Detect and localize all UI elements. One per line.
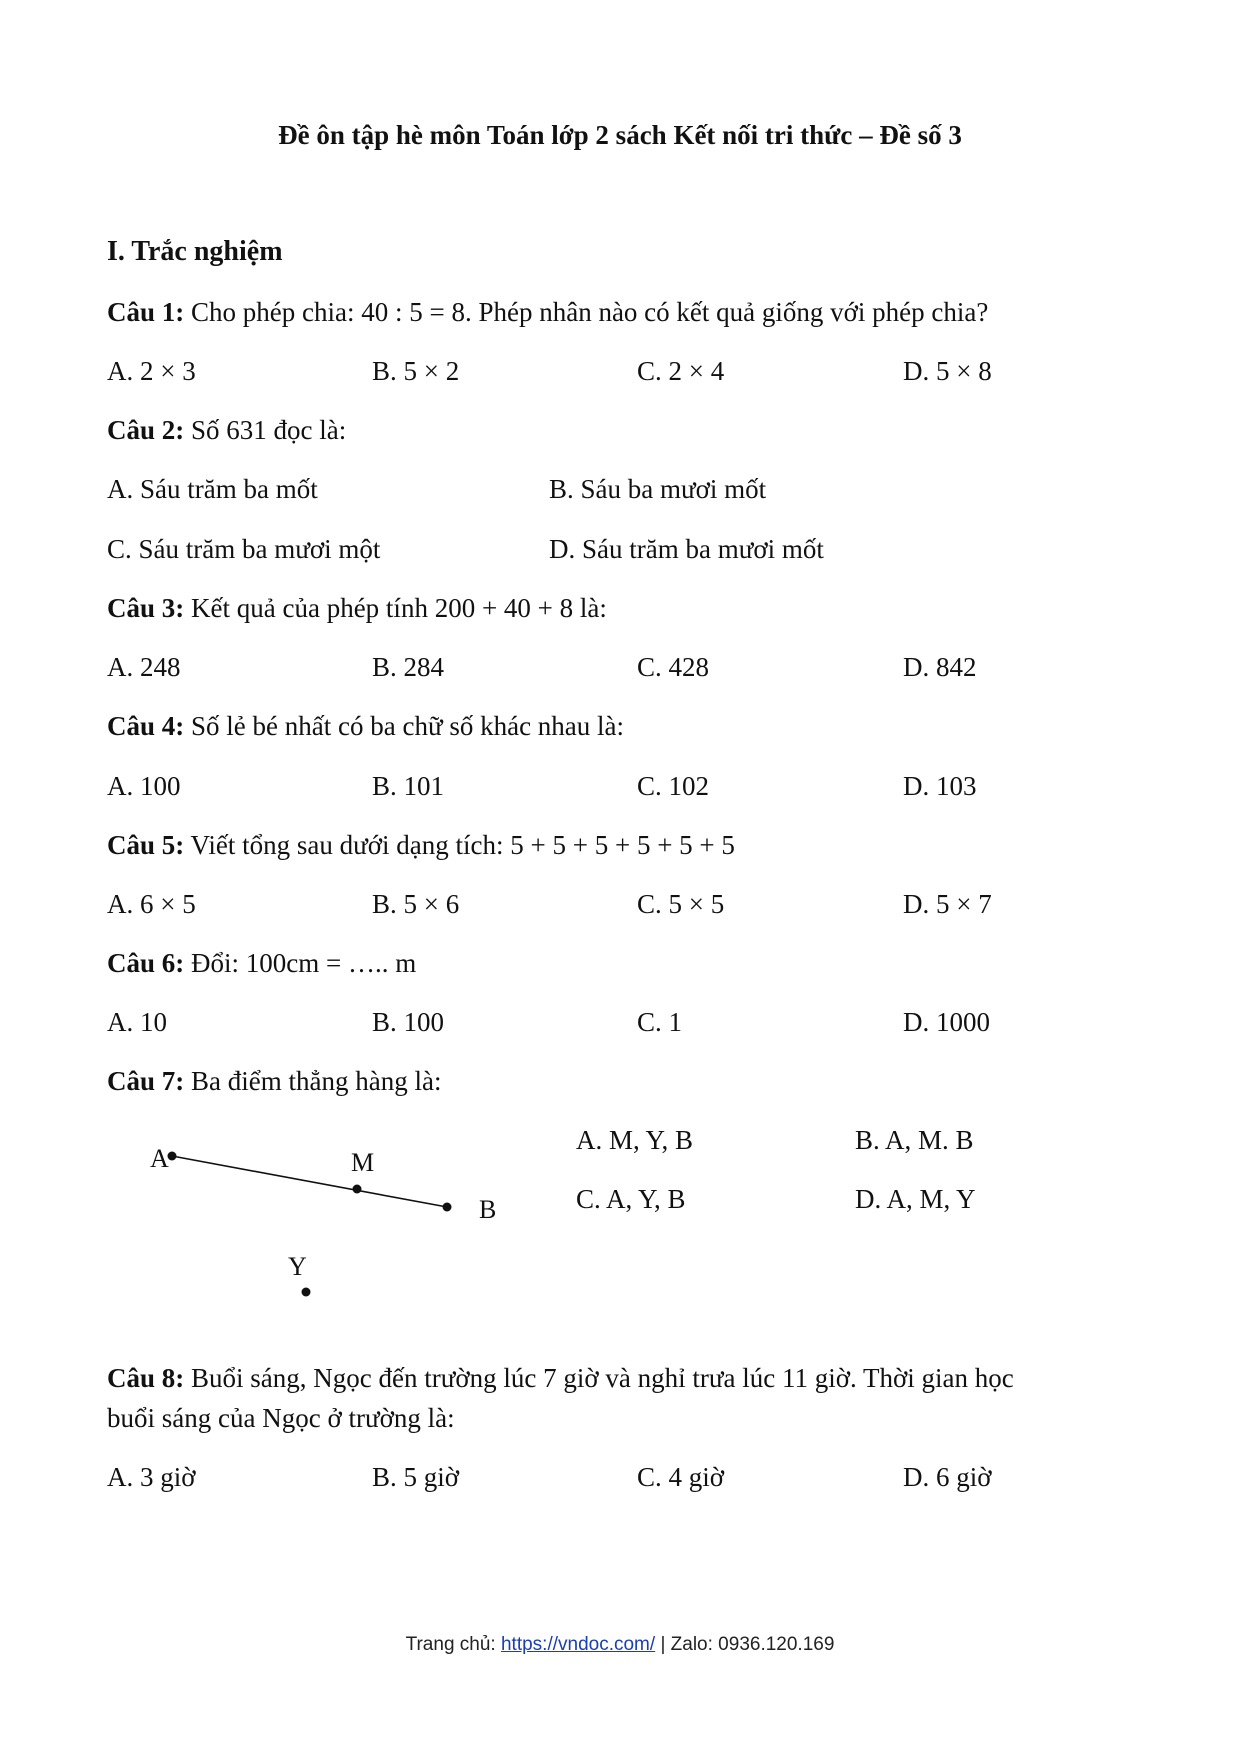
option-4b: B. 101 — [372, 771, 445, 801]
option-5d: D. 5 × 7 — [903, 889, 992, 919]
footer-suffix: | Zalo: 0936.120.169 — [655, 1634, 835, 1655]
segment-ab — [172, 1156, 447, 1207]
option-8b: B. 5 giờ — [372, 1462, 460, 1492]
question-5 — [107, 830, 735, 861]
point-m — [353, 1185, 362, 1194]
points-diagram — [140, 1140, 520, 1310]
option-5a: A. 6 × 5 — [107, 889, 196, 919]
option-1a: A. 2 × 3 — [107, 356, 196, 386]
option-4d: D. 103 — [903, 771, 977, 801]
option-5c: C. 5 × 5 — [637, 889, 725, 919]
option-6a: A. 10 — [107, 1007, 167, 1037]
option-4c: C. 102 — [637, 771, 710, 801]
option-3b: B. 284 — [372, 652, 445, 682]
label-b: B — [479, 1195, 497, 1224]
option-6d: D. 1000 — [903, 1007, 990, 1037]
point-a — [168, 1152, 177, 1161]
option-2d: D. Sáu trăm ba mươi mốt — [549, 534, 824, 564]
question-text: Số lẻ bé nhất có ba chữ số khác nhau là: — [184, 711, 625, 741]
option-1d: D. 5 × 8 — [903, 356, 992, 386]
footer-prefix: Trang chủ: — [405, 1634, 501, 1655]
question-label: Câu 6: — [107, 948, 185, 978]
question-8-continued: buổi sáng của Ngọc ở trường là: — [107, 1403, 455, 1433]
question-label: Câu 3: — [107, 593, 185, 623]
question-8 — [107, 1363, 1014, 1394]
option-7c: C. A, Y, B — [576, 1184, 686, 1214]
question-6 — [107, 948, 416, 979]
option-8c: C. 4 giờ — [637, 1462, 725, 1492]
question-label: Câu 5: — [107, 830, 185, 860]
point-b — [443, 1203, 452, 1212]
question-text: Đổi: 100cm = ….. m — [184, 948, 417, 978]
question-text: Viết tổng sau dưới dạng tích: 5 + 5 + 5 + 5 + 5 + 5 — [184, 830, 735, 860]
question-3 — [107, 593, 607, 624]
option-2a: A. Sáu trăm ba mốt — [107, 474, 318, 504]
question-1 — [107, 297, 988, 328]
footer — [0, 1634, 1240, 1656]
option-5b: B. 5 × 6 — [372, 889, 460, 919]
section-heading: I. Trắc nghiệm — [107, 236, 283, 267]
option-3a: A. 248 — [107, 652, 181, 682]
option-6b: B. 100 — [372, 1007, 445, 1037]
label-a: A — [150, 1144, 169, 1173]
question-label: Câu 1: — [107, 297, 185, 327]
option-7d: D. A, M, Y — [855, 1184, 976, 1214]
page-title: Đề ôn tập hè môn Toán lớp 2 sách Kết nối tri thức – Đề số 3 — [278, 120, 962, 150]
option-8d: D. 6 giờ — [903, 1462, 992, 1492]
footer-link[interactable]: https://vndoc.com/ — [500, 1634, 656, 1655]
question-text: Cho phép chia: 40 : 5 = 8. Phép nhân nào có kết quả giống với phép chia? — [184, 297, 989, 327]
question-7 — [107, 1066, 441, 1097]
question-2 — [107, 415, 346, 446]
option-2c: C. Sáu trăm ba mươi một — [107, 534, 381, 564]
option-7a: A. M, Y, B — [576, 1125, 694, 1155]
option-1c: C. 2 × 4 — [637, 356, 725, 386]
option-2b: B. Sáu ba mươi mốt — [549, 474, 767, 504]
question-4 — [107, 711, 624, 742]
option-1b: B. 5 × 2 — [372, 356, 460, 386]
option-7b: B. A, M. B — [855, 1125, 974, 1155]
question-label: Câu 2: — [107, 415, 185, 445]
option-3d: D. 842 — [903, 652, 977, 682]
option-6c: C. 1 — [637, 1007, 683, 1037]
question-label: Câu 4: — [107, 711, 185, 741]
label-y: Y — [288, 1252, 307, 1281]
question-label: Câu 7: — [107, 1066, 185, 1096]
question-text: Buổi sáng, Ngọc đến trường lúc 7 giờ và nghỉ trưa lúc 11 giờ. Thời gian học — [184, 1363, 1014, 1393]
point-y — [302, 1288, 311, 1297]
option-4a: A. 100 — [107, 771, 181, 801]
option-3c: C. 428 — [637, 652, 710, 682]
question-text: Số 631 đọc là: — [184, 415, 347, 445]
question-text: Ba điểm thẳng hàng là: — [184, 1066, 442, 1096]
question-text: Kết quả của phép tính 200 + 40 + 8 là: — [184, 593, 607, 623]
option-8a: A. 3 giờ — [107, 1462, 196, 1492]
label-m: M — [351, 1148, 375, 1177]
question-label: Câu 8: — [107, 1363, 185, 1393]
